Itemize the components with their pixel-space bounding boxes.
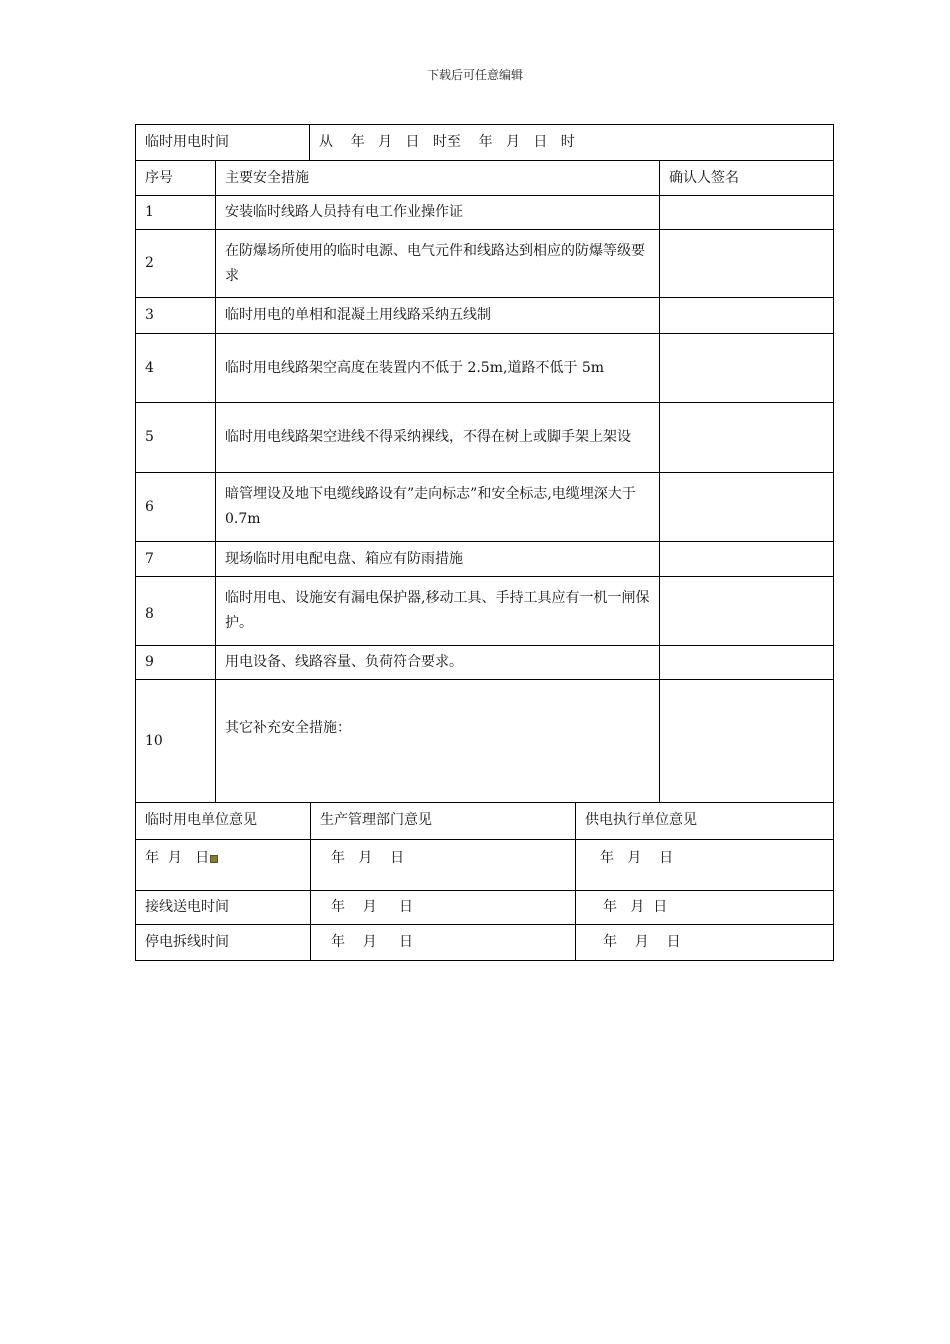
measure-text: 安装临时线路人员持有电工作业操作证: [216, 196, 660, 230]
measure-no: 3: [136, 298, 216, 334]
opinion-date-row: [136, 839, 834, 890]
opinion-date-power-unit[interactable]: 年 月 日: [576, 839, 834, 890]
signature-cell[interactable]: [660, 473, 834, 542]
signature-cell[interactable]: [660, 646, 834, 680]
measure-no: 9: [136, 646, 216, 680]
permit-main-table: [135, 124, 834, 803]
measure-row: [136, 680, 834, 803]
electricity-permit-form: [135, 124, 833, 961]
measure-no: 4: [136, 334, 216, 403]
measure-no: 6: [136, 473, 216, 542]
disconnect-time-label: 停电拆线时间: [136, 924, 311, 960]
measure-row: [136, 403, 834, 473]
measure-text: 在防爆场所使用的临时电源、电气元件和线路达到相应的防爆等级要求: [216, 230, 660, 298]
col-header-no: 序号: [136, 161, 216, 196]
signature-cell[interactable]: [660, 230, 834, 298]
small-marker-icon: [210, 855, 218, 863]
measure-text[interactable]: 其它补充安全措施：: [216, 680, 660, 803]
measure-row: [136, 577, 834, 646]
measure-no: 2: [136, 230, 216, 298]
connect-time-label: 接线送电时间: [136, 890, 311, 924]
opinion-date-cell[interactable]: [136, 839, 311, 890]
permit-approval-table: [135, 803, 834, 961]
disconnect-time-value-1[interactable]: 年 月 日: [311, 924, 576, 960]
measure-row: [136, 473, 834, 542]
measure-text: 暗管埋设及地下电缆线路设有”走向标志”和安全标志,电缆埋深大于 0.7m: [216, 473, 660, 542]
signature-cell[interactable]: [660, 680, 834, 803]
signature-cell[interactable]: [660, 196, 834, 230]
disconnect-time-row: [136, 924, 834, 960]
signature-cell[interactable]: [660, 542, 834, 577]
measure-text: 用电设备、线路容量、负荷符合要求。: [216, 646, 660, 680]
measure-text: 临时用电线路架空高度在装置内不低于 2.5m,道路不低于 5m: [216, 334, 660, 403]
measure-row: [136, 230, 834, 298]
measure-text: 临时用电的单相和混凝土用线路采纳五线制: [216, 298, 660, 334]
measure-row: [136, 646, 834, 680]
opinion-header-row: [136, 803, 834, 839]
measure-row: [136, 196, 834, 230]
connect-time-value-2[interactable]: 年 月 日: [576, 890, 834, 924]
opinion-date-user-unit: 年 月 日: [145, 849, 210, 866]
opinion-header-production-dept: 生产管理部门意见: [311, 803, 576, 839]
measure-row: [136, 542, 834, 577]
opinion-date-production-dept[interactable]: 年 月 日: [311, 839, 576, 890]
measure-row: [136, 298, 834, 334]
measure-no: 7: [136, 542, 216, 577]
time-label: 临时用电时间: [136, 125, 310, 161]
col-header-signature: 确认人签名: [660, 161, 834, 196]
measure-row: [136, 334, 834, 403]
signature-cell[interactable]: [660, 298, 834, 334]
measure-no: 5: [136, 403, 216, 473]
measure-text: 临时用电、设施安有漏电保护器,移动工具、手持工具应有一机一闸保护。: [216, 577, 660, 646]
signature-cell[interactable]: [660, 334, 834, 403]
col-header-measure: 主要安全措施: [216, 161, 660, 196]
connect-time-row: [136, 890, 834, 924]
measure-text: 现场临时用电配电盘、箱应有防雨措施: [216, 542, 660, 577]
measure-text: 临时用电线路架空进线不得采纳裸线，不得在树上或脚手架上架设: [216, 403, 660, 473]
disconnect-time-value-2[interactable]: 年 月 日: [576, 924, 834, 960]
signature-cell[interactable]: [660, 577, 834, 646]
opinion-header-user-unit: 临时用电单位意见: [136, 803, 311, 839]
measure-no: 8: [136, 577, 216, 646]
opinion-header-power-unit: 供电执行单位意见: [576, 803, 834, 839]
measure-no: 10: [136, 680, 216, 803]
signature-cell[interactable]: [660, 403, 834, 473]
time-value: 从 年 月 日 时至 年 月 日 时: [310, 125, 834, 161]
page-header-note: 下载后可任意编辑: [426, 68, 523, 82]
measure-no: 1: [136, 196, 216, 230]
column-header-row: [136, 161, 834, 196]
connect-time-value-1[interactable]: 年 月 日: [311, 890, 576, 924]
time-row: [136, 125, 834, 161]
